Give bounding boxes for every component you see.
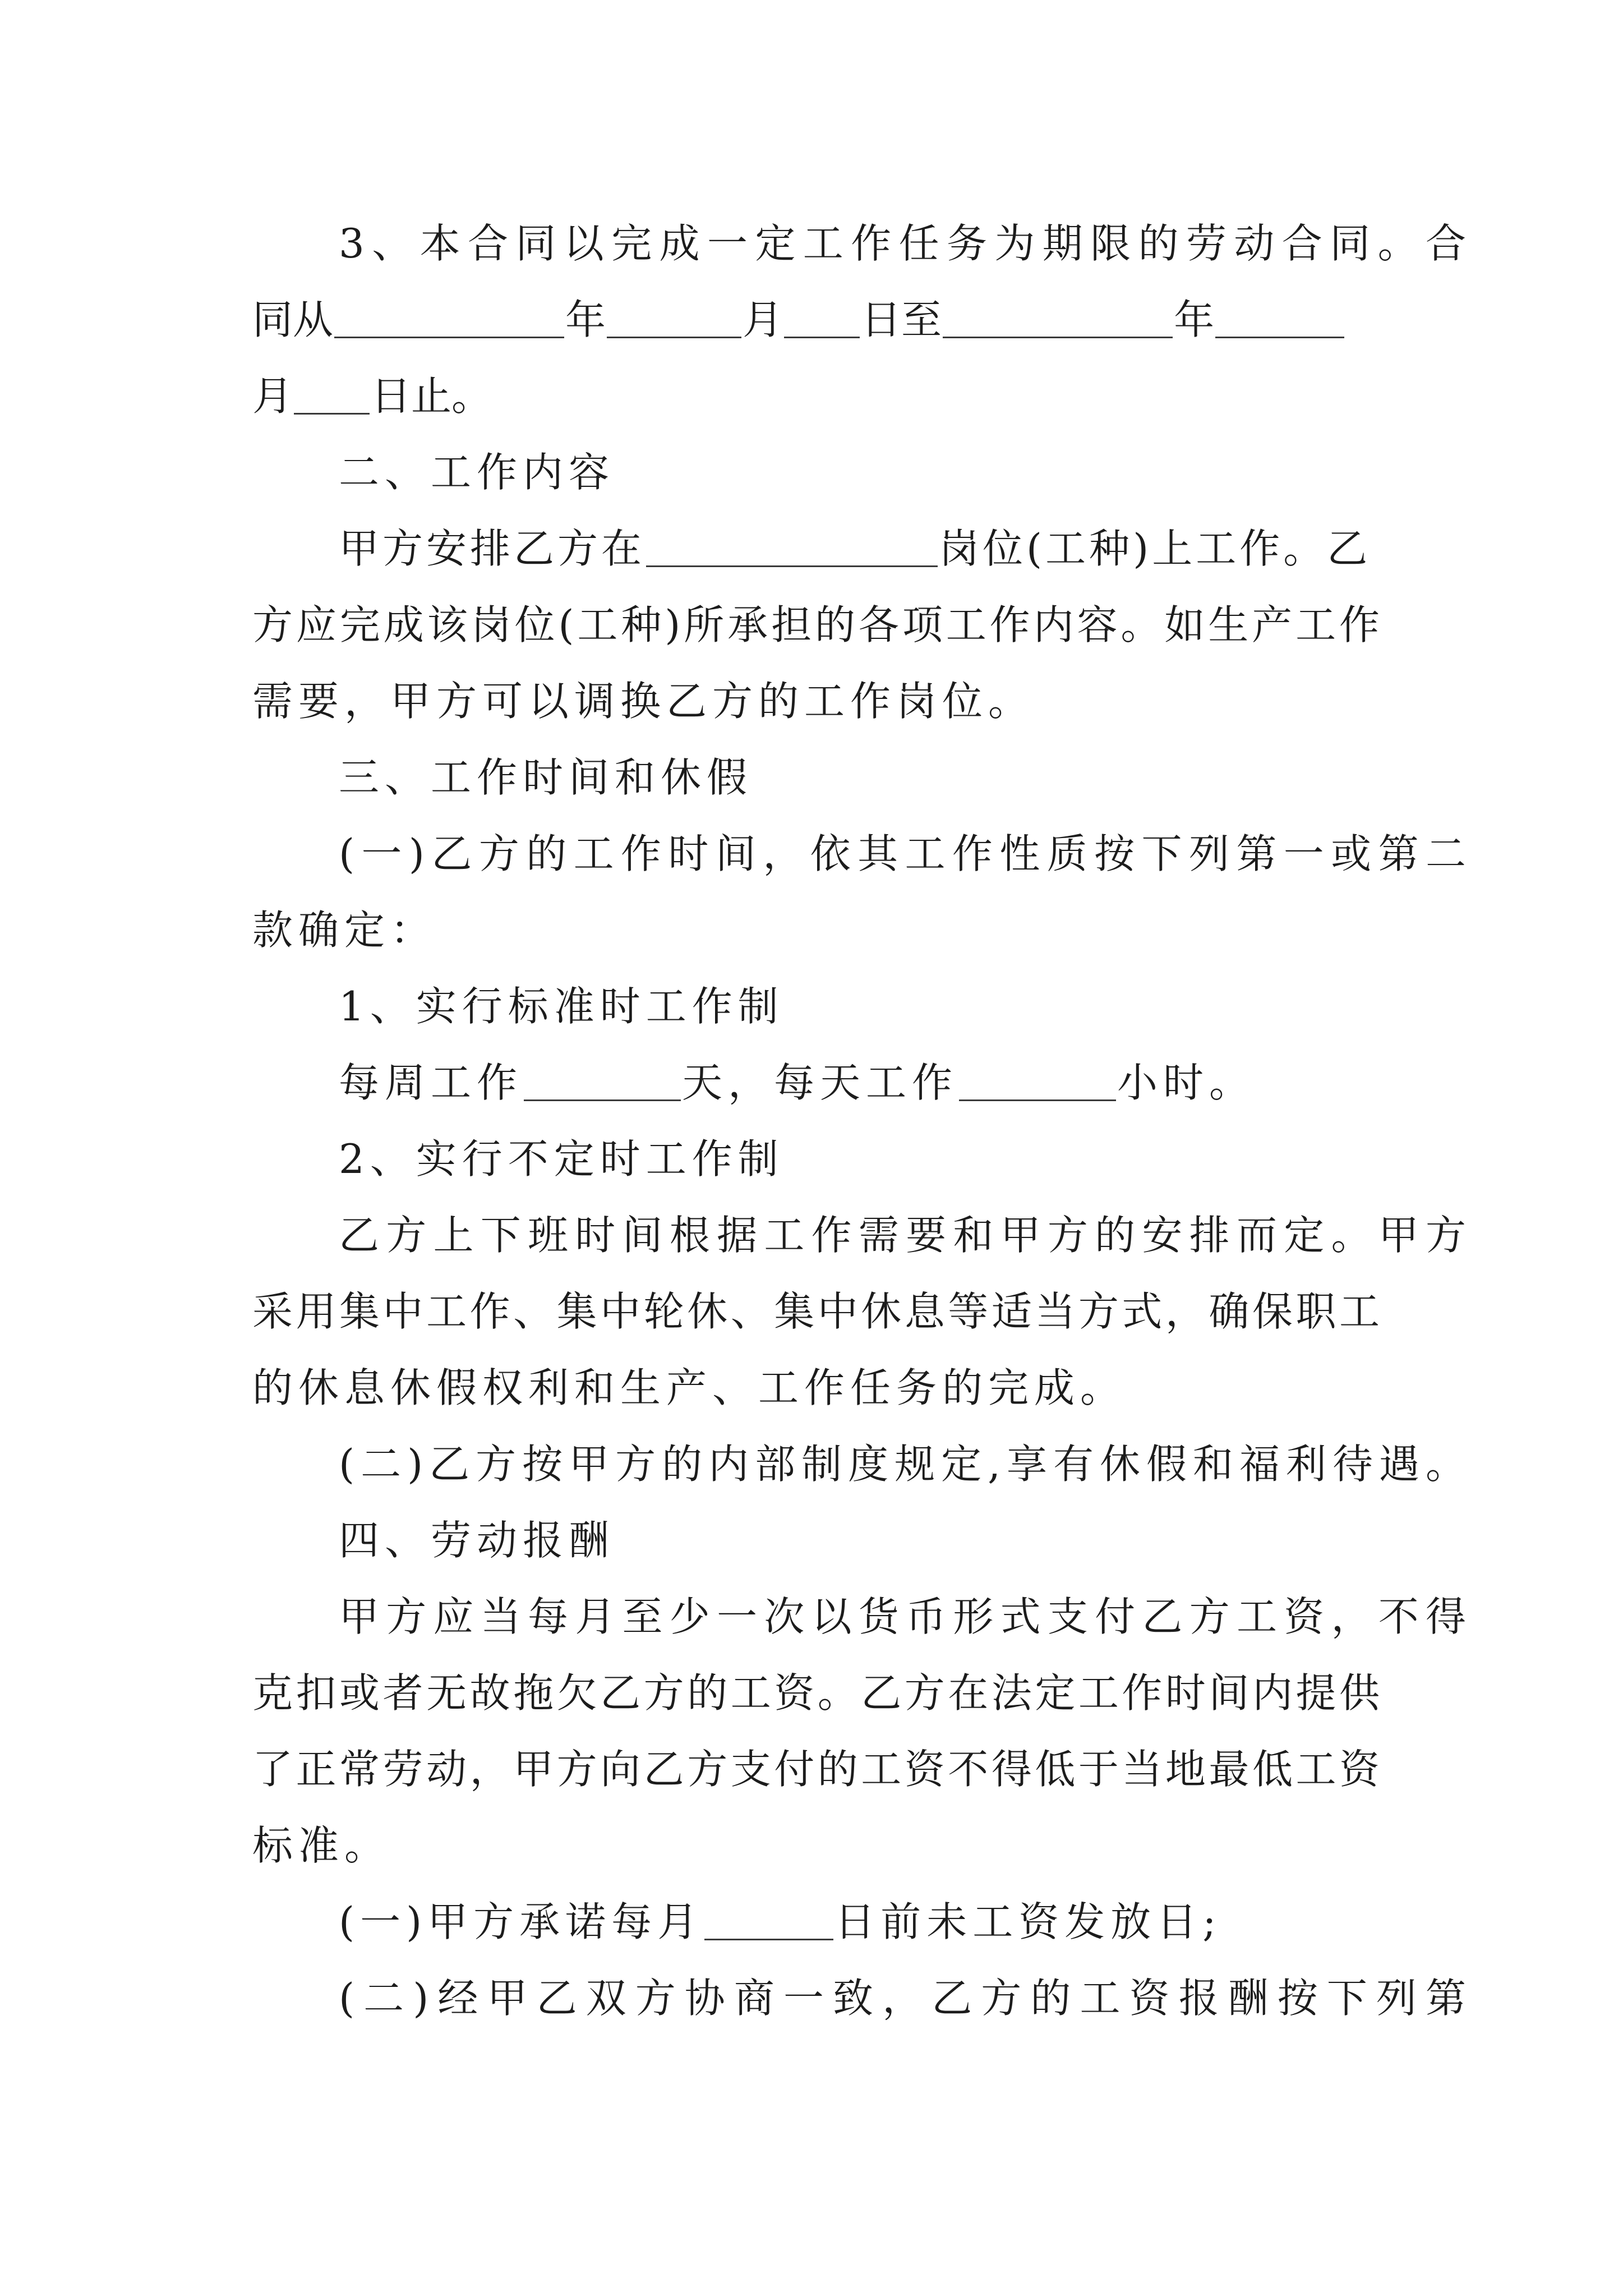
fill-blank-position[interactable]: [646, 525, 938, 567]
paragraph-line: [252, 1806, 1380, 1885]
line-text: 甲方安排乙方在: [339, 525, 645, 572]
line-text: 款确定：: [252, 907, 437, 954]
fill-blank-month[interactable]: [607, 296, 741, 338]
paragraph-line: [252, 1196, 1466, 1274]
line-text: 的休息休假权利和生产、工作任务的完成。: [252, 1364, 1127, 1411]
fill-blank-payday[interactable]: [704, 1898, 833, 1940]
paragraph-line: [252, 586, 1380, 664]
fill-blank-year[interactable]: [334, 296, 564, 338]
line-text: 月: [743, 296, 783, 343]
line-text: 标准。: [252, 1822, 391, 1869]
line-text: (二)乙方按甲方的内部制度规定,享有休假和福利待遇。: [339, 1441, 1466, 1488]
line-text: 克扣或者无故拖欠乙方的工资。乙方在法定工作时间内提供: [252, 1669, 1380, 1717]
section-heading: [252, 738, 1466, 817]
line-text: 日至: [861, 296, 942, 343]
section-heading: [252, 433, 1466, 512]
line-text: 年: [1174, 296, 1215, 343]
paragraph-line: [252, 204, 1466, 283]
subsection-heading: [252, 967, 1466, 1046]
line-text: (一)乙方的工作时间，依其工作性质按下列第一或第二: [339, 830, 1466, 877]
paragraph-line: [252, 509, 1466, 588]
fill-blank-days[interactable]: [524, 1059, 681, 1101]
line-text: 了正常劳动，甲方向乙方支付的工资不得低于当地最低工资: [252, 1746, 1380, 1793]
line-text: 日前未工资发放日;: [834, 1898, 1222, 1945]
fill-blank-month[interactable]: [1215, 296, 1344, 338]
working-hours-line: [252, 1043, 1466, 1122]
paragraph-line: [252, 1272, 1380, 1351]
line-text: 甲方应当每月至少一次以货币形式支付乙方工资，不得: [339, 1593, 1466, 1640]
line-text: 月: [252, 372, 293, 420]
line-text: 同从: [252, 296, 334, 343]
line-text: 年: [565, 296, 606, 343]
line-text: (二)经甲乙双方协商一致，乙方的工资报酬按下列第: [339, 1975, 1466, 2022]
paragraph-line: [252, 1349, 1380, 1427]
heading-text: 1、实行标准时工作制: [339, 983, 784, 1030]
fill-blank-day[interactable]: [784, 296, 860, 338]
heading-text: 四、劳动报酬: [339, 1517, 615, 1564]
line-text: 方应完成该岗位(工种)所承担的各项工作内容。如生产工作: [252, 601, 1380, 648]
line-text: 天，每天工作: [682, 1059, 958, 1106]
line-text: 日止。: [371, 372, 492, 420]
line-text: 采用集中工作、集中轮休、集中休息等适当方式，确保职工: [252, 1288, 1380, 1335]
paragraph-line: [252, 1654, 1380, 1732]
contract-period-line: [252, 357, 1380, 435]
line-text: 3、本合同以完成一定工作任务为期限的劳动合同。合: [339, 220, 1466, 267]
paragraph-line: [252, 662, 1380, 740]
line-text: 小时。: [1117, 1059, 1256, 1106]
fill-blank-day[interactable]: [294, 372, 370, 415]
line-text: 需要，甲方可以调换乙方的工作岗位。: [252, 678, 1035, 725]
paragraph-line: [252, 1577, 1466, 1656]
fill-blank-year[interactable]: [943, 296, 1173, 338]
contract-period-line: [252, 280, 1380, 359]
heading-text: 2、实行不定时工作制: [339, 1135, 784, 1182]
subsection-heading: [252, 1120, 1466, 1198]
line-text: 岗位(工种)上工作。乙: [939, 525, 1371, 572]
heading-text: 三、工作时间和休假: [339, 754, 753, 801]
line-text: 每周工作: [339, 1059, 523, 1106]
paragraph-line: [252, 1959, 1466, 2037]
line-text: (一)甲方承诺每月: [339, 1898, 704, 1945]
payday-line: [252, 1883, 1466, 1961]
line-text: 乙方上下班时间根据工作需要和甲方的安排而定。甲方: [339, 1212, 1466, 1259]
paragraph-line: [252, 1730, 1380, 1809]
fill-blank-hours[interactable]: [959, 1059, 1116, 1101]
paragraph-line: [252, 1425, 1466, 1503]
section-heading: [252, 1501, 1466, 1580]
paragraph-line: [252, 815, 1466, 893]
paragraph-line: [252, 891, 1380, 969]
heading-text: 二、工作内容: [339, 449, 615, 496]
